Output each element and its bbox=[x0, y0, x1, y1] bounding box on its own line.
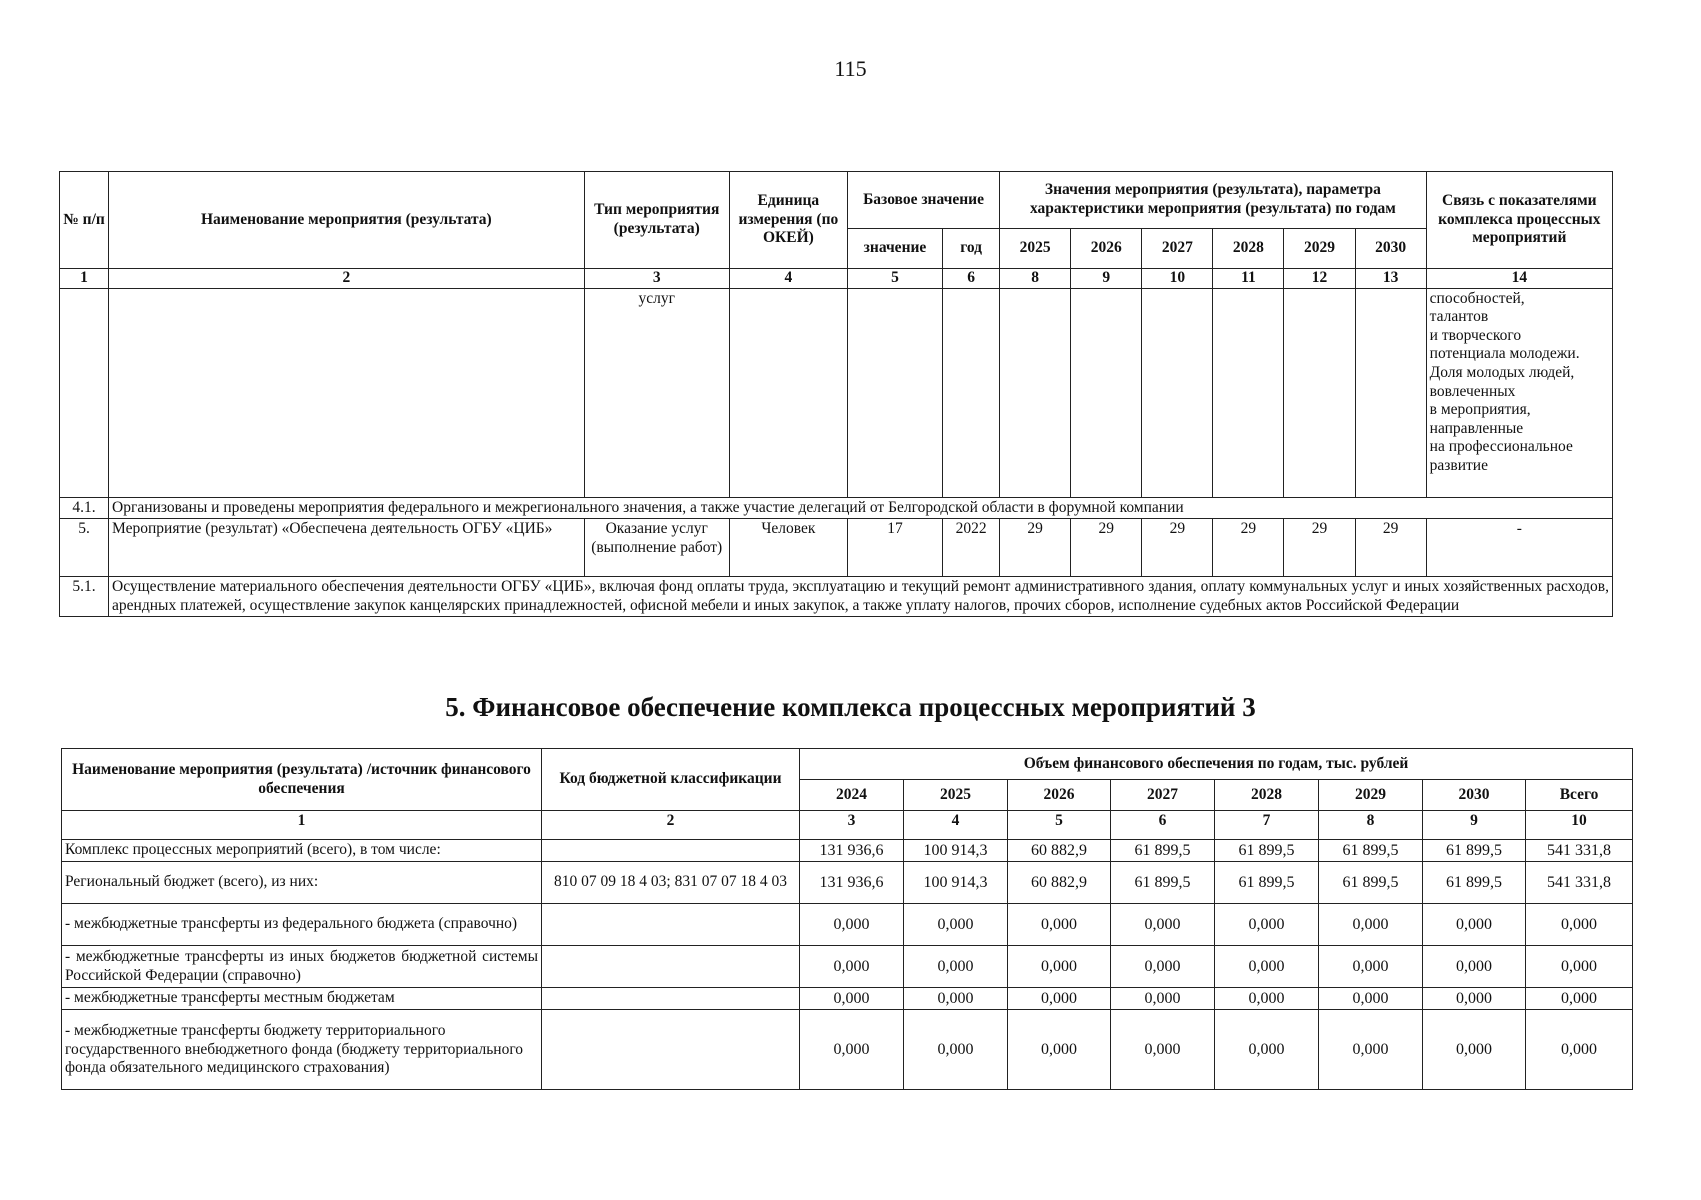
cell-value: 29 bbox=[1213, 519, 1284, 577]
cell-type: Оказание услуг (выполнение работ) bbox=[584, 519, 729, 577]
row-name: Комплекс процессных мероприятий (всего), в том числе: bbox=[62, 840, 542, 862]
row-value: 0,000 bbox=[1526, 946, 1633, 988]
table-row bbox=[62, 904, 1633, 946]
header-base: Базовое значение bbox=[847, 172, 999, 229]
row-value: 0,000 bbox=[1319, 904, 1423, 946]
header-base-value: значение bbox=[847, 229, 942, 269]
row-value: 61 899,5 bbox=[1111, 840, 1215, 862]
row-value: 61 899,5 bbox=[1319, 840, 1423, 862]
link-line: развитие bbox=[1429, 456, 1488, 474]
row-value: 541 331,8 bbox=[1526, 840, 1633, 862]
column-index: 5 bbox=[847, 269, 942, 289]
row-value: 61 899,5 bbox=[1423, 862, 1526, 904]
row-value: 0,000 bbox=[1008, 946, 1111, 988]
table-row bbox=[62, 840, 1633, 862]
column-index: 6 bbox=[1111, 811, 1215, 840]
header-year: 2024 bbox=[800, 780, 904, 811]
row-value: 0,000 bbox=[800, 988, 904, 1010]
row-value: 0,000 bbox=[1319, 946, 1423, 988]
column-index: 13 bbox=[1355, 269, 1426, 289]
column-index: 9 bbox=[1423, 811, 1526, 840]
row-value: 61 899,5 bbox=[1215, 862, 1319, 904]
row-name: Региональный бюджет (всего), из них: bbox=[62, 862, 542, 904]
link-line: направленные bbox=[1429, 419, 1524, 437]
column-index: 4 bbox=[904, 811, 1008, 840]
link-line: талантов bbox=[1429, 308, 1489, 326]
header-year: 2025 bbox=[904, 780, 1008, 811]
column-index: 4 bbox=[729, 269, 847, 289]
row-code bbox=[542, 904, 800, 946]
table-row bbox=[60, 519, 1613, 577]
table-row bbox=[62, 1010, 1633, 1090]
row-num: 4.1. bbox=[60, 497, 109, 519]
link-line: потенциала молодежи. bbox=[1429, 345, 1580, 363]
row-value: 541 331,8 bbox=[1526, 862, 1633, 904]
row-value: 0,000 bbox=[1423, 988, 1526, 1010]
column-index: 3 bbox=[584, 269, 729, 289]
row-value: 0,000 bbox=[1215, 1010, 1319, 1090]
header-year: 2026 bbox=[1071, 229, 1142, 269]
link-line: Доля молодых людей, bbox=[1429, 363, 1575, 381]
row-value: 0,000 bbox=[904, 946, 1008, 988]
row-value: 0,000 bbox=[1008, 988, 1111, 1010]
section-title: 5. Финансовое обеспечение комплекса процессных мероприятий 3 bbox=[445, 692, 1256, 722]
header-year: 2026 bbox=[1008, 780, 1111, 811]
header-unit: Единица измерения (по ОКЕЙ) bbox=[729, 172, 847, 269]
page-number: 115 bbox=[834, 56, 867, 81]
column-index: 1 bbox=[62, 811, 542, 840]
link-line: и творческого bbox=[1429, 326, 1522, 344]
cell-value: 29 bbox=[1355, 519, 1426, 577]
row-value: 61 899,5 bbox=[1215, 840, 1319, 862]
column-index: 1 bbox=[60, 269, 109, 289]
row-num: 5.1. bbox=[60, 577, 109, 617]
cell-value: 29 bbox=[1071, 519, 1142, 577]
row-name: - межбюджетные трансферты местным бюджетам bbox=[62, 988, 542, 1010]
header-base-year: год bbox=[943, 229, 1000, 269]
header-volume: Объем финансового обеспечения по годам, тыс. рублей bbox=[800, 749, 1633, 780]
column-index-row bbox=[62, 811, 1633, 840]
column-index: 8 bbox=[1000, 269, 1071, 289]
header-name: Наименование мероприятия (результата) bbox=[109, 172, 585, 269]
column-index: 2 bbox=[109, 269, 585, 289]
row-code bbox=[542, 840, 800, 862]
column-index: 5 bbox=[1008, 811, 1111, 840]
link-line: способностей, bbox=[1429, 289, 1525, 307]
row-value: 0,000 bbox=[904, 904, 1008, 946]
row-code: 810 07 09 18 4 03; 831 07 07 18 4 03 bbox=[542, 862, 800, 904]
row-text: Организованы и проведены мероприятия федерального и межрегионального значения, а также участие делегаций от Белгородской области в форумной компании bbox=[109, 497, 1613, 519]
row-value: 0,000 bbox=[1423, 1010, 1526, 1090]
row-code bbox=[542, 1010, 800, 1090]
column-index: 8 bbox=[1319, 811, 1423, 840]
table-row bbox=[60, 288, 1613, 497]
row-value: 0,000 bbox=[1319, 988, 1423, 1010]
header-code: Код бюджетной классификации bbox=[542, 749, 800, 811]
table-row bbox=[62, 862, 1633, 904]
row-value: 0,000 bbox=[1215, 988, 1319, 1010]
cell-value: 29 bbox=[1142, 519, 1213, 577]
header-link: Связь с показателями комплекса процессных мероприятий bbox=[1426, 172, 1612, 269]
header-name: Наименование мероприятия (результата) /источник финансового обеспечения bbox=[62, 749, 542, 811]
row-value: 0,000 bbox=[1008, 1010, 1111, 1090]
cell-unit: Человек bbox=[729, 519, 847, 577]
row-value: 0,000 bbox=[800, 1010, 904, 1090]
cell-base-year: 2022 bbox=[943, 519, 1000, 577]
row-value: 0,000 bbox=[1423, 904, 1526, 946]
column-index: 9 bbox=[1071, 269, 1142, 289]
row-value: 61 899,5 bbox=[1319, 862, 1423, 904]
row-value: 0,000 bbox=[1008, 904, 1111, 946]
row-value: 0,000 bbox=[1319, 1010, 1423, 1090]
link-line: на профессиональное bbox=[1429, 438, 1573, 456]
header-year: 2027 bbox=[1111, 780, 1215, 811]
header-year: 2028 bbox=[1215, 780, 1319, 811]
header-year: 2030 bbox=[1423, 780, 1526, 811]
row-name: - межбюджетные трансферты из иных бюджетов бюджетной системы Российской Федерации (справочно) bbox=[62, 946, 542, 988]
row-name: - межбюджетные трансферты из федерального бюджета (справочно) bbox=[62, 904, 542, 946]
row-value: 0,000 bbox=[904, 1010, 1008, 1090]
row-value: 0,000 bbox=[1423, 946, 1526, 988]
table-row bbox=[62, 946, 1633, 988]
header-year: 2027 bbox=[1142, 229, 1213, 269]
row-code bbox=[542, 988, 800, 1010]
row-num: 5. bbox=[60, 519, 109, 577]
column-index: 14 bbox=[1426, 269, 1612, 289]
header-year: 2025 bbox=[1000, 229, 1071, 269]
cell-value: 29 bbox=[1000, 519, 1071, 577]
row-value: 100 914,3 bbox=[904, 862, 1008, 904]
row-value: 0,000 bbox=[1526, 988, 1633, 1010]
header-type: Тип мероприятия (результата) bbox=[584, 172, 729, 269]
link-line: вовлеченных bbox=[1429, 382, 1516, 400]
header-year: 2028 bbox=[1213, 229, 1284, 269]
table-row bbox=[60, 497, 1613, 519]
financing-table bbox=[61, 748, 1633, 1090]
cell-name: Мероприятие (результат) «Обеспечена деятельность ОГБУ «ЦИБ» bbox=[109, 519, 585, 577]
table-row bbox=[60, 577, 1613, 617]
row-value: 0,000 bbox=[800, 904, 904, 946]
header-year: 2029 bbox=[1284, 229, 1355, 269]
row-value: 0,000 bbox=[904, 988, 1008, 1010]
column-index: 7 bbox=[1215, 811, 1319, 840]
cell-type: услуг bbox=[584, 288, 729, 497]
column-index-row bbox=[60, 269, 1613, 289]
row-value: 0,000 bbox=[1215, 946, 1319, 988]
row-value: 0,000 bbox=[1111, 904, 1215, 946]
events-table bbox=[59, 171, 1613, 617]
row-value: 61 899,5 bbox=[1111, 862, 1215, 904]
row-name: - межбюджетные трансферты бюджету территориального государственного внебюджетного фонда (бюджету территориального фонда обязательного медицинского страхования) bbox=[62, 1010, 542, 1090]
row-value: 0,000 bbox=[1215, 904, 1319, 946]
cell-link bbox=[1426, 288, 1612, 497]
column-index: 6 bbox=[943, 269, 1000, 289]
row-value: 60 882,9 bbox=[1008, 862, 1111, 904]
header-total: Всего bbox=[1526, 780, 1633, 811]
link-line: в мероприятия, bbox=[1429, 401, 1531, 419]
row-value: 0,000 bbox=[1526, 1010, 1633, 1090]
row-value: 0,000 bbox=[800, 946, 904, 988]
row-text: Осуществление материального обеспечения деятельности ОГБУ «ЦИБ», включая фонд оплаты труда, эксплуатацию и текущий ремонт административного здания, оплату коммунальных услуг и иных хозяйственных расходов, арендных платежей, осуществление закупок канцелярских принадлежностей, офисной мебели и иных закупок, а также уплату налогов, прочих сборов, исполнение судебных актов Российской Федерации bbox=[109, 577, 1613, 617]
column-index: 11 bbox=[1213, 269, 1284, 289]
table-row bbox=[62, 988, 1633, 1010]
cell-base-value: 17 bbox=[847, 519, 942, 577]
row-value: 0,000 bbox=[1111, 988, 1215, 1010]
column-index: 2 bbox=[542, 811, 800, 840]
header-year: 2029 bbox=[1319, 780, 1423, 811]
column-index: 10 bbox=[1142, 269, 1213, 289]
row-value: 131 936,6 bbox=[800, 862, 904, 904]
column-index: 10 bbox=[1526, 811, 1633, 840]
row-value: 131 936,6 bbox=[800, 840, 904, 862]
row-value: 0,000 bbox=[1111, 1010, 1215, 1090]
cell-value: 29 bbox=[1284, 519, 1355, 577]
column-index: 3 bbox=[800, 811, 904, 840]
row-value: 0,000 bbox=[1526, 904, 1633, 946]
row-value: 60 882,9 bbox=[1008, 840, 1111, 862]
row-value: 0,000 bbox=[1111, 946, 1215, 988]
header-num: № п/п bbox=[60, 172, 109, 269]
cell-link: - bbox=[1426, 519, 1612, 577]
header-year: 2030 bbox=[1355, 229, 1426, 269]
row-code bbox=[542, 946, 800, 988]
column-index: 12 bbox=[1284, 269, 1355, 289]
row-value: 100 914,3 bbox=[904, 840, 1008, 862]
row-value: 61 899,5 bbox=[1423, 840, 1526, 862]
header-values: Значения мероприятия (результата), параметра характеристики мероприятия (результата) по годам bbox=[1000, 172, 1427, 229]
